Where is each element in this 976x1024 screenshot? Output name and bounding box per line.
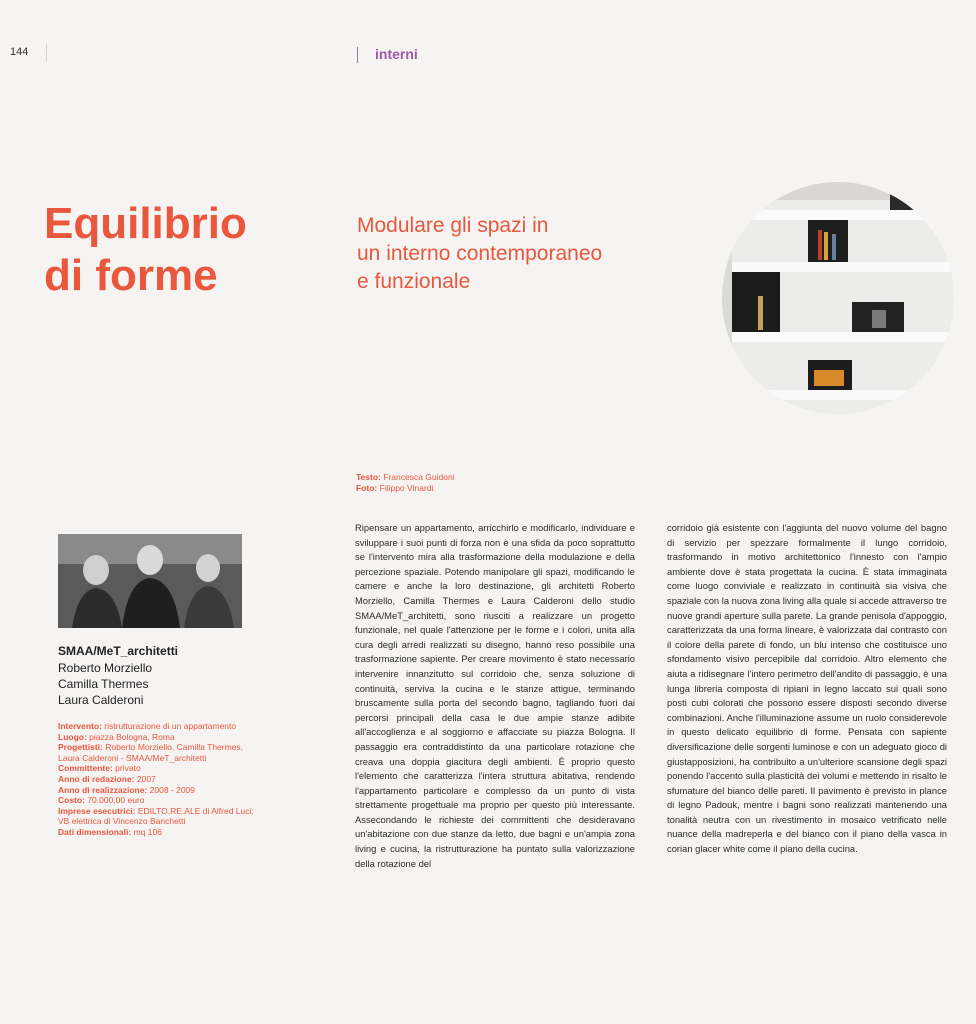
- info-label: Imprese esecutrici:: [58, 805, 136, 816]
- architects-photo: [58, 534, 242, 628]
- text-credit-value: Francesca Guidoni: [383, 472, 455, 482]
- architects-illustration: [58, 534, 242, 628]
- info-value: 2008 - 2009: [149, 784, 196, 795]
- info-row: [58, 827, 263, 838]
- info-value: 2007: [136, 773, 156, 784]
- article-title: Equilibrio di forme: [44, 199, 247, 300]
- info-value: piazza Bologna, Roma: [89, 731, 175, 742]
- article-credits: [356, 472, 455, 494]
- info-row: [58, 774, 263, 785]
- info-row: [58, 763, 263, 774]
- info-value: privato: [115, 763, 141, 774]
- info-row: [58, 806, 263, 827]
- info-row: [58, 785, 263, 796]
- info-label: Costo:: [58, 795, 85, 806]
- bookshelf-illustration: [722, 182, 954, 414]
- info-row: [58, 742, 263, 763]
- architect-name: Roberto Morziello: [58, 661, 153, 675]
- info-value: Roberto Morziello, Camilla Thermes, Laura Calderoni - SMAA/MeT_architetti: [58, 742, 244, 763]
- info-row: [58, 732, 263, 743]
- page-number: 144: [10, 46, 29, 58]
- text-credit-label: Testo:: [356, 472, 381, 482]
- info-value: EDILTO.RE.ALE di Alfred Luci; VB elettrica di Vincenzo Banchetti: [58, 805, 254, 827]
- info-value: mq 106: [133, 826, 162, 837]
- bookshelf-photo: [722, 182, 954, 414]
- info-value: 70.000,00 euro: [87, 795, 145, 806]
- studio-name: SMAA/MeT_architetti: [58, 644, 179, 658]
- architect-name: Laura Calderoni: [58, 693, 144, 707]
- body-column-2: corridoio già esistente con l'aggiunta del nuovo volume del bagno di servizio per spezzare formalmente il lungo corridoio, trasformando in motivo architettonico l'innesto con l'ampio ambiente dove è stata progettata la cucina. È stata immaginata come luogo conviviale e realizzato in continuità sia visiva che spaziale con la nuova zona living alla quale si accede attraverso tre nuove grandi aperture sulla parete. La grande penisola d'appoggio, caratterizzata da una forma lineare, è valorizzata dal contrasto con il colore della parete di fondo, un blu intenso che costituisce uno sfondamento visivo percepibile dal corridoio. Altro elemento che aiuta a ridisegnare l'intero perimetro dell'andito di passaggio, è una lunga libreria composta di ripiani in legno laccato sui quali sono posti cubi colorati che possono essere disposti secondo diverse combinazioni. Anche l'illuminazione assume un ruolo considerevole in questo delicato equilibrio di forme. Pensata con sapiente diversificazione delle sorgenti luminose e con un adeguato gioco di giustapposizioni, ha contribuito a un'ulteriore scansione degli spazi ponendo l'accento sulla plasticità dei volumi e mettendo in risalto le sfumature del bianco delle pareti. Il pavimento è previsto in plance di legno Padouk, mentre i bagni sono realizzati mantenendo una tonalità neutra con un rivestimento in mosaico vetrificato nelle nuance della madreperla e del bianco con il piano della vasca in corian glacer white come il piano della cucina.: [667, 522, 947, 855]
- info-label: Progettisti:: [58, 742, 103, 753]
- article-subtitle: Modulare gli spazi in un interno contemporaneo e funzionale: [357, 214, 603, 293]
- architect-list: [58, 660, 152, 708]
- info-label: Committente:: [58, 763, 113, 774]
- info-label: Intervento:: [58, 721, 102, 731]
- photo-credit-label: Foto:: [356, 483, 378, 493]
- info-label: Luogo:: [58, 731, 87, 742]
- info-row: [58, 721, 263, 732]
- info-label: Anno di realizzazione:: [58, 784, 148, 795]
- photo-credit-value: Filippo Vinardi: [379, 483, 434, 493]
- architect-name: Camilla Thermes: [58, 677, 149, 691]
- section-divider: [357, 47, 358, 63]
- info-label: Dati dimensionali:: [58, 826, 132, 837]
- info-label: Anno di redazione:: [58, 773, 135, 784]
- body-column-1: Ripensare un appartamento, arricchirlo e modificarlo, individuare e sviluppare i suoi punti di forza non è una sfida da poco soprattutto se l'intervento mira alla trasformazione della modulazione e della percezione spaziale. Potendo manipolare gli spazi, modificando le camere e anche la loro destinazione, gli architetti Roberto Morziello, Camilla Thermes e Laura Calderoni dello studio SMAA/MeT_architetti, sono riusciti a realizzare un progetto funzionale, nel quale l'attenzione per le forme e i colori, unita alla cura degli arredi realizzati su disegno, hanno reso possibile una trasformazione sapiente. Per creare movimento è stato necessario intervenire innanzitutto sul corridoio che, senza soluzione di continuità, serviva la cucina e le stanze attigue, terminando bruscamente sulla porta del secondo bagno, tagliando fuori dai percorsi principali della casa le due ampie stanze adibite all'accoglienza e al soggiorno e affacciate su piazza Bologna. Il passaggio era contraddistinto da una particolare rotazione che creava una doppia giacitura degli ambienti. È proprio questo l'elemento che caratterizza l'intera struttura abitativa, rendendo l'appartamento particolare e complesso da un punto di vista strettamente progettuale ma proprio per questo più interessante. Assecondando le richieste dei committenti che desideravano un'abitazione con due stanze da letto, due bagni e un'ampia zona living e cucina, la ristrutturazione ha puntato sulla valorizzazione della rotazione del: [355, 522, 635, 869]
- page-number-divider: [46, 44, 47, 62]
- section-label: interni: [375, 46, 418, 62]
- info-value: ristrutturazione di un appartamento: [104, 721, 237, 731]
- project-info: [58, 721, 263, 838]
- info-row: [58, 795, 263, 806]
